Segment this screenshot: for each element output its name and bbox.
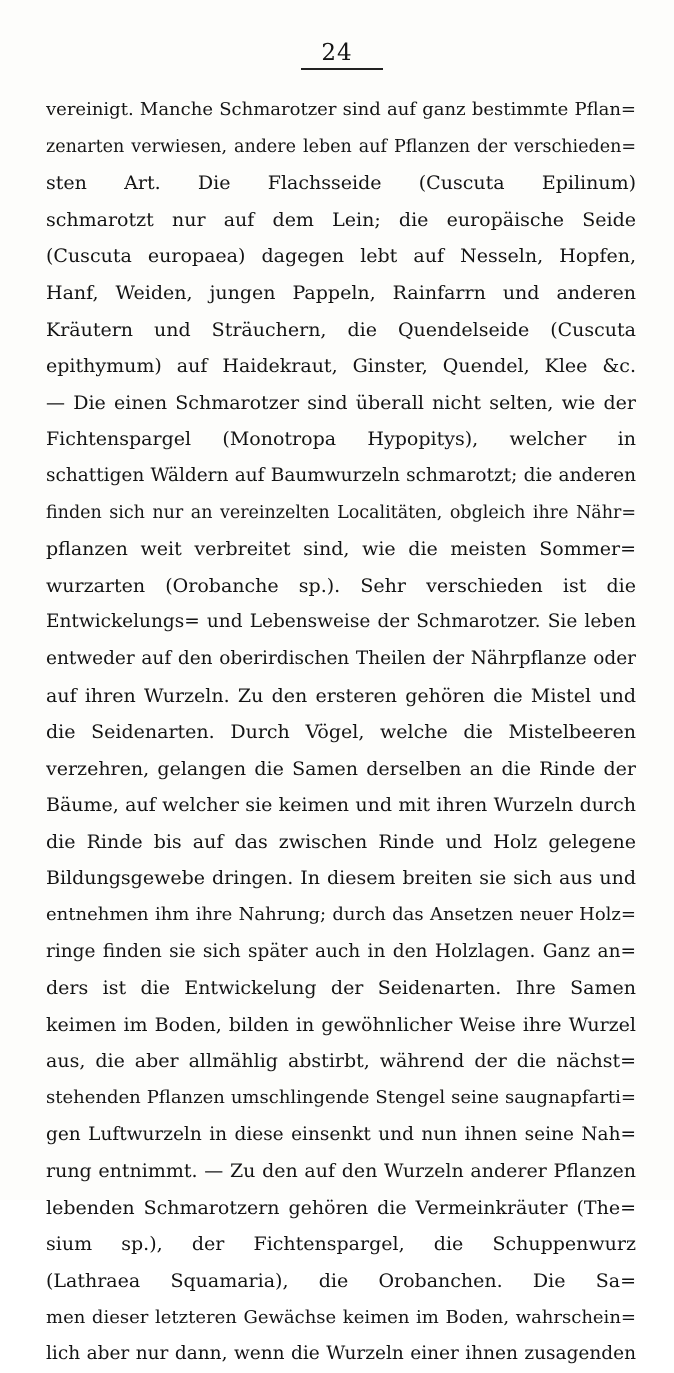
text-line: ringe finden sie sich später auch in den Holzlagen. Ganz an= (46, 940, 636, 962)
text-line: (Lathraea Squamaria), die Orobanchen. Die Sa= (46, 1270, 636, 1292)
text-line: die Seidenarten. Durch Vögel, welche die Mistelbeeren (46, 721, 636, 744)
text-line: Entwickelungs= und Lebensweise der Schmarotzer. Sie leben (46, 611, 636, 633)
text-line: epithymum) auf Haidekraut, Ginster, Quendel, Klee &c. (46, 355, 636, 378)
text-line: finden sich nur an vereinzelten Localitäten, obgleich ihre Nähr= (46, 502, 636, 523)
text-line: verzehren, gelangen die Samen derselben an die Rinde der (46, 757, 636, 780)
text-line: wurzarten (Orobanche sp.). Sehr verschieden ist die (46, 574, 636, 597)
text-line: keimen im Boden, bilden in gewöhnlicher Weise ihre Wurzel (46, 1013, 636, 1036)
text-line: Bildungsgewebe dringen. In diesem breiten sie sich aus und (46, 867, 636, 890)
text-line: Kräutern und Sträuchern, die Quendelseide (Cuscuta (46, 318, 636, 341)
text-line: pflanzen weit verbreitet sind, wie die meisten Sommer= (46, 538, 636, 561)
text-line: stehenden Pflanzen umschlingende Stengel seine saugnapfarti= (46, 1087, 636, 1109)
text-line: Bäume, auf welcher sie keimen und mit ihren Wurzeln durch (46, 794, 636, 817)
text-line: (Cuscuta europaea) dagegen lebt auf Nesseln, Hopfen, (46, 245, 636, 268)
text-line: zenarten verwiesen, andere leben auf Pflanzen der verschieden= (46, 136, 636, 157)
text-line: sten Art. Die Flachsseide (Cuscuta Epilinum) (46, 172, 636, 195)
text-line: — Die einen Schmarotzer sind überall nicht selten, wie der (46, 391, 636, 414)
text-line: sium sp.), der Fichtenspargel, die Schuppenwurz (46, 1233, 636, 1256)
text-line: die Rinde bis auf das zwischen Rinde und Holz gelegene (46, 830, 636, 853)
text-line: vereinigt. Manche Schmarotzer sind auf ganz bestimmte Pflan= (46, 99, 636, 120)
text-line: schmarotzt nur auf dem Lein; die europäische Seide (46, 208, 636, 231)
text-line: ders ist die Entwickelung der Seidenarten. Ihre Samen (46, 977, 636, 1000)
body-text (46, 92, 636, 1373)
text-line: rung entnimmt. — Zu den auf den Wurzeln anderer Pflanzen (46, 1160, 636, 1183)
page-number: 24 (321, 40, 353, 66)
text-line: lich aber nur dann, wenn die Wurzeln einer ihnen zusagenden (46, 1343, 636, 1365)
text-line: men dieser letzteren Gewächse keimen im Boden, wahrschein= (46, 1306, 636, 1328)
text-line: entnehmen ihm ihre Nahrung; durch das Ansetzen neuer Holz= (46, 904, 636, 926)
text-line: lebenden Schmarotzern gehören die Vermeinkräuter (The= (46, 1196, 636, 1219)
text-line: gen Luftwurzeln in diese einsenkt und nun ihnen seine Nah= (46, 1123, 636, 1145)
text-line: Fichtenspargel (Monotropa Hypopitys), welcher in (46, 428, 636, 451)
page-number-rule (301, 68, 383, 70)
text-line: schattigen Wäldern auf Baumwurzeln schmarotzt; die anderen (46, 464, 636, 486)
text-line: Hanf, Weiden, jungen Pappeln, Rainfarrn und anderen (46, 281, 636, 304)
text-line: aus, die aber allmählig abstirbt, während der die nächst= (46, 1050, 636, 1073)
text-line: auf ihren Wurzeln. Zu den ersteren gehören die Mistel und (46, 684, 636, 707)
text-line: entweder auf den oberirdischen Theilen der Nährpflanze oder (46, 647, 636, 669)
